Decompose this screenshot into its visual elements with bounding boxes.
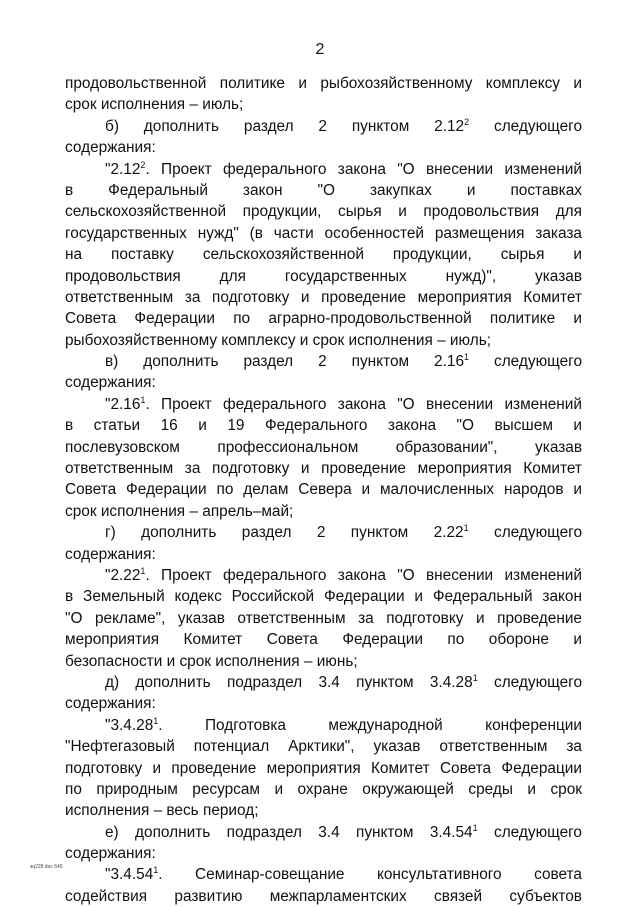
text-line xyxy=(65,116,582,137)
text-line xyxy=(65,437,582,458)
superscript: 1 xyxy=(464,352,470,363)
text-line xyxy=(65,201,582,222)
line-text-after: следующего xyxy=(468,524,583,542)
line-text: г) дополнить раздел 2 пунктом 2.22 xyxy=(105,524,464,542)
line-text: б) дополнить раздел 2 пунктом 2.12 xyxy=(105,117,465,135)
line-text-after: следующего xyxy=(477,823,582,841)
text-line xyxy=(65,629,582,650)
line-text: "Нефтегазовый потенциал Арктики", указав ответственным за xyxy=(65,738,582,756)
page-number: 2 xyxy=(315,41,325,58)
line-text: продовольствия для государственных нужд)", указав xyxy=(65,267,582,285)
text-line xyxy=(65,223,582,244)
line-text: содержания: xyxy=(65,545,156,563)
line-text: по природным ресурсам и охране окружающей среды и срок xyxy=(65,780,582,798)
line-text: сельскохозяйственной продукции, сырья и продовольствия для xyxy=(65,203,582,221)
line-text: Совета Федерации по делам Севера и малочисленных народов и xyxy=(65,481,582,499)
line-text: исполнения – весь период; xyxy=(65,802,259,820)
text-line xyxy=(65,565,582,586)
text-line xyxy=(65,779,582,800)
text-line xyxy=(65,137,582,158)
text-line xyxy=(65,351,582,372)
line-text: рыбохозяйственному комплексу и срок исполнения – июль; xyxy=(65,331,492,349)
line-text: "2.22 xyxy=(105,566,141,584)
superscript: 2 xyxy=(140,159,146,170)
text-line xyxy=(65,266,582,287)
line-text-after: следующего xyxy=(477,673,582,691)
text-line xyxy=(65,672,582,693)
superscript: 1 xyxy=(153,715,159,726)
line-text: Совета Федерации по аграрно-продовольственной политике и xyxy=(65,310,582,328)
line-text-after: . Проект федерального закона "О внесении изменений xyxy=(145,160,582,178)
line-text-after: . Проект федерального закона "О внесении изменений xyxy=(145,395,582,413)
text-line xyxy=(65,308,582,329)
line-text: "3.4.54 xyxy=(105,866,154,884)
text-line xyxy=(65,330,582,351)
line-text: продовольственной политике и рыбохозяйственному комплексу и xyxy=(65,75,582,92)
line-text: содержания: xyxy=(65,845,156,863)
line-text: содействия развитию межпарламентских связей субъектов xyxy=(65,887,582,905)
line-text: послевузовском профессиональном образовании", указав xyxy=(65,438,582,456)
line-text: в Федеральный закон "О закупках и поставках xyxy=(65,181,582,199)
line-text: "О рекламе", указав ответственным за подготовку и проведение xyxy=(65,609,582,627)
line-text: на поставку сельскохозяйственной продукции, сырья и xyxy=(65,246,582,264)
text-line xyxy=(65,608,582,629)
line-text: в Земельный кодекс Российской Федерации и Федеральный закон xyxy=(65,588,582,606)
text-line xyxy=(65,822,582,843)
text-line xyxy=(65,372,582,393)
line-text: содержания: xyxy=(65,139,156,157)
text-line xyxy=(65,287,582,308)
superscript: 1 xyxy=(472,822,478,833)
text-line xyxy=(65,415,582,436)
text-line xyxy=(65,479,582,500)
superscript: 2 xyxy=(464,116,470,127)
text-line xyxy=(65,180,582,201)
superscript: 1 xyxy=(140,394,146,405)
text-line xyxy=(65,522,582,543)
text-line xyxy=(65,651,582,672)
document-body xyxy=(65,73,582,907)
superscript: 1 xyxy=(140,565,146,576)
line-text-after: следующего xyxy=(469,353,582,371)
text-line xyxy=(65,394,582,415)
line-text-after: . Подготовка международной конференции xyxy=(158,716,582,734)
line-text-after: . Семинар-совещание консультативного совета xyxy=(158,866,582,884)
line-text: мероприятия Комитет Совета Федерации по обороне и xyxy=(65,631,582,649)
text-line xyxy=(65,458,582,479)
line-text: безопасности и срок исполнения – июнь; xyxy=(65,652,358,670)
footer-file-code: зq228 doc 645 xyxy=(30,864,63,870)
line-text: государственных нужд" (в части особенностей размещения заказа xyxy=(65,224,582,242)
text-line xyxy=(65,758,582,779)
line-text: ответственным за подготовку и проведение мероприятия Комитет xyxy=(65,288,582,306)
line-text: ответственным за подготовку и проведение мероприятия Комитет xyxy=(65,460,582,478)
text-line xyxy=(65,843,582,864)
line-text: срок исполнения – июль; xyxy=(65,96,244,114)
line-text-after: следующего xyxy=(469,117,582,135)
line-text: в) дополнить раздел 2 пунктом 2.16 xyxy=(105,353,465,371)
text-line xyxy=(65,94,582,115)
text-line xyxy=(65,544,582,565)
line-text: "2.16 xyxy=(105,395,141,413)
line-text: содержания: xyxy=(65,695,156,713)
text-line xyxy=(65,159,582,180)
line-text: подготовку и проведение мероприятия Комитет Совета Федерации xyxy=(65,759,582,777)
line-text: д) дополнить подраздел 3.4 пунктом 3.4.28 xyxy=(105,673,473,691)
line-text: "3.4.28 xyxy=(105,716,154,734)
text-line xyxy=(65,715,582,736)
superscript: 1 xyxy=(153,865,159,876)
text-line xyxy=(65,864,582,885)
text-line xyxy=(65,501,582,522)
text-line xyxy=(65,73,582,94)
line-text: срок исполнения – апрель–май; xyxy=(65,502,294,520)
superscript: 1 xyxy=(472,672,478,683)
text-line xyxy=(65,693,582,714)
line-text-after: . Проект федерального закона "О внесении изменений xyxy=(145,566,582,584)
text-line xyxy=(65,586,582,607)
line-text: е) дополнить подраздел 3.4 пунктом 3.4.54 xyxy=(105,823,473,841)
line-text: в статьи 16 и 19 Федерального закона "О высшем и xyxy=(65,417,582,435)
line-text: "2.12 xyxy=(105,160,141,178)
line-text: содержания: xyxy=(65,374,156,392)
text-line xyxy=(65,800,582,821)
superscript: 1 xyxy=(463,523,469,534)
text-line xyxy=(65,886,582,907)
text-line xyxy=(65,244,582,265)
text-line xyxy=(65,736,582,757)
